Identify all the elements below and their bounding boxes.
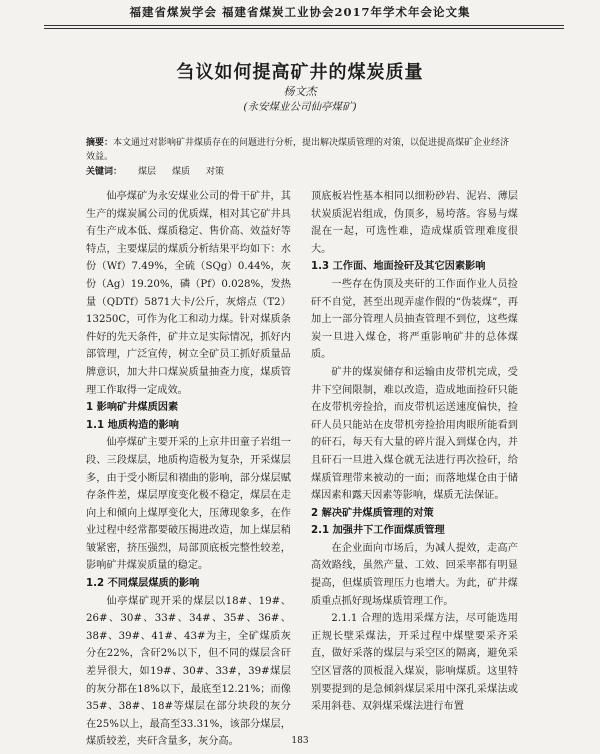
subsection-heading: 1.3 工作面、地面捡矸及其它因素影响 — [311, 261, 486, 273]
header-rule — [44, 25, 564, 26]
abstract — [86, 136, 518, 164]
abstract-text: 本文通过对影响矿井煤质存在的问题进行分析，提出解决煤质管理的对策，以促进提高煤矿企业经济效益。 — [86, 138, 510, 162]
keyword: 煤层 — [138, 167, 157, 177]
abstract-label: 摘要： — [86, 138, 114, 148]
running-header: 福建省煤炭学会 福建省煤炭工业协会2017年学术年会论文集 — [129, 5, 471, 19]
section-heading: 2 解决矿井煤质管理的对策 — [311, 507, 434, 519]
body-paragraph: 仙亭煤矿主要开采的上京井田童子岩组一段、三段煤层，地质构造极为复杂，开采煤层多，由于受小断层和褶曲的影响，部分煤层赋存条件差，煤层厚度变化极不稳定，煤层在走向上和倾向上煤厚变化大，压薄现象多，在作业过程中经常都要破压揭进改造，加上煤层稍皱紧密，挤压强烈，局部顶底板完整性较差，影响矿井煤炭质量的稳定。 — [86, 437, 291, 572]
body-paragraph: 矿井的煤炭储存和运输由皮带机完成，受井下空间限制，难以改造，造成地面捡矸只能在皮带机旁捡拾，而皮带机运送速度偏快，捡矸人员只能站在皮带机旁捡拾用肉眼所能看到的矸石，每天有大量的碎片混入到煤仓内，并且矸石一旦进入煤仓就无法进行再次捡矸，给煤质管理带来被动的一面；而落地煤仓由于储煤因素和露天因素等影响，煤质无法保证。 — [311, 366, 518, 502]
page-number: 183 — [291, 736, 309, 746]
right-column — [311, 188, 518, 716]
body-paragraph: 仙亭煤矿现开采的煤层以18#、19#、26#、30#、33#、34#、35#、36#、38#、39#、41#、43#为主，全矿煤质灰分在22%，含矸2%以下，但不同的煤层含矸差异很大，如19#、30#、33#，39#煤层的灰分都在18%以下，最底至12.21%；而像35#、38#、18#等煤层在部分块段的灰分在25%以上，最高至33.31%，该部分煤层，煤质较差，夹矸含量多，灰分高。 — [86, 595, 291, 748]
author: 杨文杰 — [283, 85, 317, 98]
intro-paragraph: 仙亭煤矿为永安煤业公司的骨干矿井，其生产的煤炭属公司的优质煤，相对其它矿井具有生产成本低、煤质稳定、售价高、效益好等特点，主要煤层的煤质分析结果平均如下：水份（Wf）7.49%，全硫（SQg）0.44%，灰份（Ag）19.20%，磷（Pf）0.028%，发热量（QDTf）5871大卡/公斤，灰熔点（T2）13250C，可作为化工和动力煤。针对煤质条件好的先天条件，矿井立足实际情况，抓好内部管理，广泛宣传，树立全矿员工抓好质量品牌意识，加大井口煤炭质量抽查力度，煤质管理工作取得一定成效。 — [86, 191, 291, 396]
left-column — [86, 188, 291, 751]
subsection-heading: 1.2 不同煤层煤质的影响 — [86, 578, 200, 590]
keywords — [86, 165, 518, 179]
body-paragraph: 2.1.1 合理的选用采煤方法，尽可能选用正规长壁采煤法，开采过程中煤壁要采齐采直，做好采落的煤层与采空区的隔离，避免采空区冒落的顶板混入煤炭，影响煤质。这里特别要提到的是急倾斜煤层采用中深孔采煤法或采用斜巷、双斜煤采煤法进行布置 — [311, 613, 518, 713]
subsection-heading: 2.1 加强井下工作面煤质管理 — [311, 525, 445, 537]
subsection-heading: 1.1 地质构造的影响 — [86, 419, 179, 431]
section-heading: 1 影响矿井煤质因素 — [86, 402, 179, 414]
body-paragraph: 一些存在伪顶及夹矸的工作面作业人员捡矸不自觉，甚至出现弄虚作假的“伪装煤”，再加上一部分管理人员抽查管理不到位，这些煤炭一旦进入煤仓，将严重影响矿井的总体煤质。 — [311, 278, 518, 361]
keywords-label: 关键词： — [86, 167, 123, 177]
paper-title: 刍议如何提高矿井的煤炭质量 — [176, 62, 424, 83]
body-paragraph: 在企业面向市场后，为减人提效，走高产高效路线，虽然产量、工效、回采率都有明显提高，但煤质管理压力也增大。为此，矿井煤质重点抓好现场煤质管理工作。 — [311, 542, 518, 607]
body-paragraph: 顶底板岩性基本相同以细粉砂岩、泥岩、薄层状炭质泥岩组成，伪顶多，易垮落。容易与煤混在一起，可选性难，造成煤质管理难度很大。 — [311, 191, 518, 255]
affiliation: (永安煤业公司仙亭煤矿) — [243, 101, 357, 113]
keyword: 煤质 — [172, 167, 191, 177]
header-rule-thin — [44, 28, 564, 29]
keyword: 对策 — [206, 167, 225, 177]
